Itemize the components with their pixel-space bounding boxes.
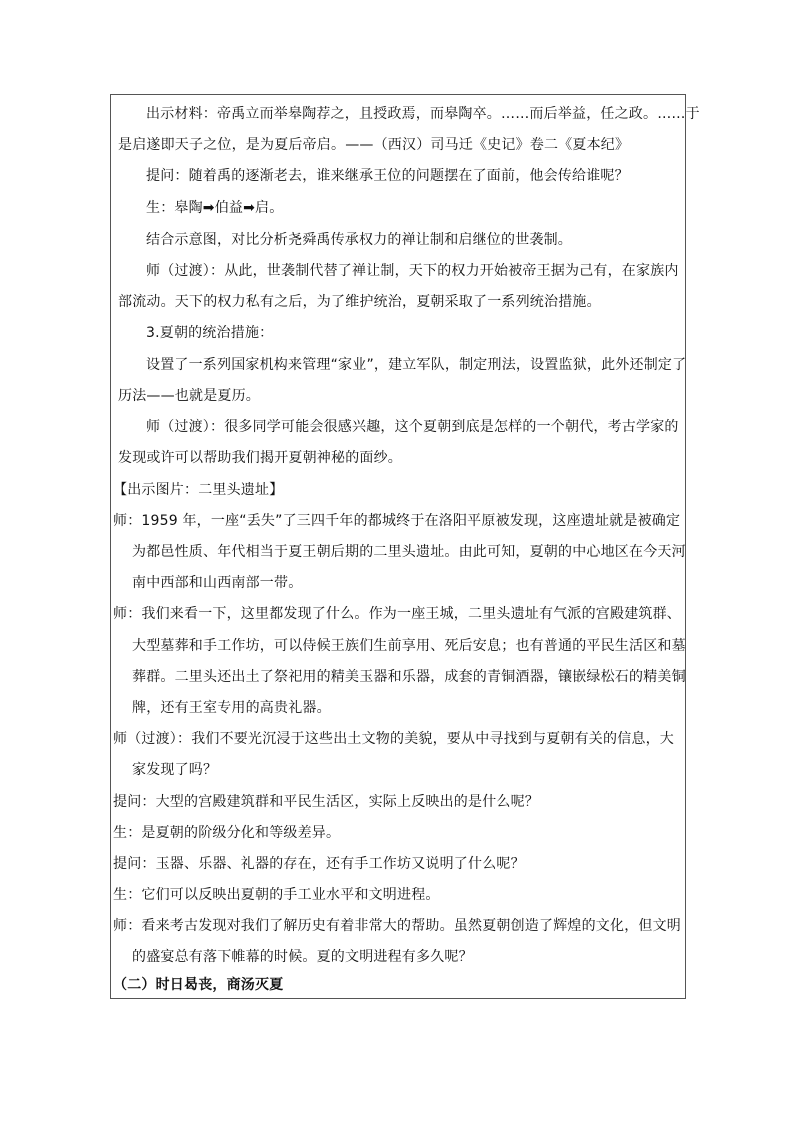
teacher-transition-3-line-1: 师（过渡）：我们不要光沉浸于这些出土文物的美貌，要从中寻找到与夏朝有关的信息，大 [113, 731, 674, 747]
material-quote-line-2: 是启遂即天子之位，是为夏后帝启。——（西汉）司马迁《史记》卷二《夏本纪》 [118, 137, 630, 153]
question-handicraft: 提问：玉器、乐器、礼器的存在，还有手工作坊又说明了什么呢？ [113, 856, 525, 872]
teacher-archaeology-line-1: 师：看来考古发现对我们了解历史有着非常大的帮助。虽然夏朝创造了辉煌的文化，但文明 [113, 918, 681, 934]
student-answer-class: 生：是夏朝的阶级分化和等级差异。 [113, 825, 341, 841]
teacher-transition-2-line-1: 师（过渡）：很多同学可能会很感兴趣，这个夏朝到底是怎样的一个朝代，考古学家的 [146, 419, 679, 435]
diagram-comparison-line: 结合示意图，对比分析尧舜禹传承权力的禅让制和启继位的世袭制。 [146, 232, 572, 248]
teacher-1959-line-3: 南中西部和山西南部一带。 [132, 575, 303, 591]
student-answer-succession: 生：皋陶➡伯益➡启。 [146, 200, 284, 216]
teacher-archaeology-line-2: 的盛宴总有落下帷幕的时候。夏的文明进程有多久呢？ [132, 949, 473, 965]
teacher-findings-line-2: 大型墓葬和手工作坊，可以侍候王族们生前享用、死后安息；也有普通的平民生活区和墓 [132, 638, 686, 654]
teacher-1959-line-2: 为都邑性质、年代相当于夏王朝后期的二里头遗址。由此可知，夏朝的中心地区在今天河 [132, 544, 686, 560]
measures-line-1: 设置了一系列国家机构来管理“家业”，建立军队，制定刑法，设置监狱，此外还制定了 [146, 357, 687, 373]
teacher-findings-line-1: 师：我们来看一下，这里都发现了什么。作为一座王城，二里头遗址有气派的宫殿建筑群、 [113, 606, 681, 622]
show-image-erlitou: 【出示图片：二里头遗址】 [113, 482, 284, 498]
teacher-transition-2-line-2: 发现或许可以帮助我们揭开夏朝神秘的面纱。 [118, 450, 402, 466]
teacher-transition-1-line-1: 师（过渡）：从此，世袭制代替了禅让制，天下的权力开始被帝王据为己有，在家族内 [146, 263, 679, 279]
question-class-differentiation: 提问：大型的宫殿建筑群和平民生活区，实际上反映出的是什么呢？ [113, 794, 539, 810]
section-heading-ruling-measures: 3.夏朝的统治措施： [146, 325, 274, 341]
student-answer-handicraft: 生：它们可以反映出夏朝的手工业水平和文明进程。 [113, 887, 440, 903]
question-succession: 提问：随着禹的逐渐老去，谁来继承王位的问题摆在了面前，他会传给谁呢？ [146, 168, 629, 184]
measures-line-2: 历法——也就是夏历。 [118, 388, 260, 404]
teacher-findings-line-3: 葬群。二里头还出土了祭祀用的精美玉器和乐器，成套的青铜酒器，镶嵌绿松石的精美铜 [132, 669, 686, 685]
teacher-transition-1-line-2: 部流动。天下的权力私有之后，为了维护统治，夏朝采取了一系列统治措施。 [118, 294, 601, 310]
teacher-findings-line-4: 牌，还有王室专用的高贵礼器。 [132, 700, 331, 716]
section-heading-shang-conquers-xia: （二）时日曷丧，商汤灭夏 [113, 977, 284, 993]
teacher-1959-line-1: 师：1959 年，一座“丢失”了三四千年的都城终于在洛阳平原被发现，这座遗址就是被确定 [113, 513, 681, 529]
material-quote-line-1: 出示材料：帝禹立而举皋陶荐之，且授政焉，而皋陶卒。……而后举益，任之政。……于 [146, 106, 700, 122]
teacher-transition-3-line-2: 家发现了吗？ [132, 762, 218, 778]
